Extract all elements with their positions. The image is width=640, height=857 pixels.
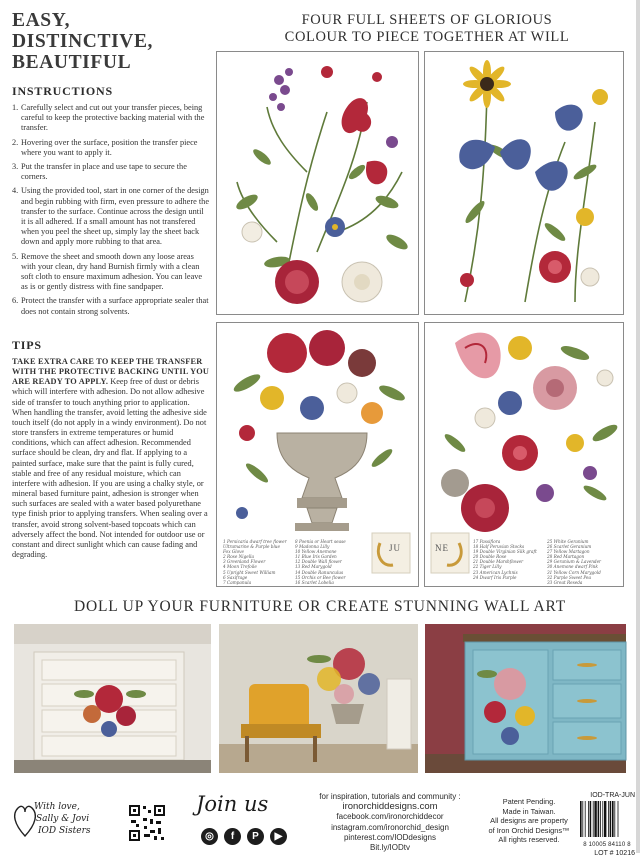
legend-entry: 29 Geranium & Lavender <box>547 559 602 565</box>
tips-section <box>12 338 210 560</box>
step-text: Remove the sheet and smooth down any loose areas with your clean, dry hand Burnish firmly with a clean soft cloth to ensure maximum adhesion. You can leave as is or gently distress with fine sandpaper. <box>21 251 203 292</box>
legend-entry: 25 White Geranium <box>547 539 589 544</box>
barcode-number: 8 10005 84110 8 <box>583 842 631 848</box>
signature-line-1: With love, <box>34 802 80 812</box>
brand-title-line-2: DISTINCTIVE, <box>12 31 154 52</box>
qr-code-graphic <box>128 804 166 842</box>
showcase-heading: DOLL UP YOUR FURNITURE OR CREATE STUNNING WALL ART <box>73 598 566 615</box>
legend-entry: 15 Orchis or Bee flower <box>295 574 346 580</box>
legend-entry: 24 Dwarf Iris Purple <box>473 574 517 580</box>
legend-entry: 13 Red Marygold <box>295 564 332 570</box>
step-text: Carefully select and cut out your transfer pieces, being careful to keep the protective backing material with the transfer. <box>21 103 205 133</box>
instruction-step <box>12 138 210 158</box>
legend-entry: 18 Half Peruvian Stocks <box>473 544 525 550</box>
sheets-heading-line-1: FOUR FULL SHEETS OF GLORIOUS <box>301 12 553 28</box>
join-us-label: Join us <box>196 792 269 816</box>
lot-number: LOT # 10216 <box>594 850 635 857</box>
barcode-bar <box>594 801 596 837</box>
signature-line-2: Sally & Jovi <box>36 814 90 824</box>
legend-entry: 5 Upright Sweet William <box>223 569 276 575</box>
tips-paragraph <box>12 357 210 560</box>
barcode-bar <box>608 801 609 837</box>
barcode-block <box>579 792 635 857</box>
step-number: 1. <box>12 103 19 112</box>
legal-line: Made in Taiwan. <box>502 806 556 816</box>
step-number: 3. <box>12 162 19 172</box>
transfer-sheet-2 <box>424 51 624 315</box>
step-number: 5. <box>12 251 19 261</box>
sheet3-legend-col-2 <box>295 539 346 585</box>
step-text: Hovering over the surface, position the transfer piece where you want to apply it. <box>21 137 198 157</box>
sheet4-legend-col-1 <box>473 539 537 580</box>
instagram-icon[interactable]: ◎ <box>201 828 218 845</box>
sheet4-badge: NE <box>435 543 449 553</box>
legend-entry: 8 Poenia or Heart sease <box>295 539 346 544</box>
sku-label: IOD-TRA-JUN <box>590 792 635 799</box>
instruction-step <box>12 103 210 134</box>
legend-entry: 1 Persicaria dwarf tree flower <box>223 539 287 544</box>
legend-entry: Ultramarine & Purple blue <box>223 544 280 550</box>
legend-entry: 4 Moon Trefoile <box>223 564 257 570</box>
barcode-bar <box>590 801 592 837</box>
pinterest-link[interactable]: pinterest.com/IODdesigns <box>343 832 437 842</box>
footer <box>0 780 640 857</box>
legend-entry: 31 Yellow Corn Marygold <box>547 569 601 575</box>
wall-art-chair-image <box>219 624 418 773</box>
signature-line-3: IOD Sisters <box>38 826 91 836</box>
legal-block <box>486 797 572 845</box>
website-link[interactable]: ironorchiddesigns.com <box>342 801 438 813</box>
step-text: Protect the transfer with a surface appropriate sealer that does not contain strong solvents. <box>21 296 209 316</box>
instructions-list <box>12 103 210 317</box>
tips-heading: TIPS <box>12 338 42 352</box>
legend-entry: 14 Double Ranunculus <box>295 569 344 575</box>
tips-body: Keep free of dust or debris which will interfere with adhesion. Do not allow adhesive side of transfer to touch anything prior to application. When handling the transfer, avoid letting the adhesive side touch itself (do not apply in a windy environment). Do not store transfers in extreme temperatures or humid conditions, which can affect adhesion. Recommended surface should be clean, dry and flat. If applying to a painted surface, make sure that the paint is fully cured, stable and free of any residual moisture, which can interfere with adhesion. If you are using a chalky style, or mineral based furniture paint, adhesion is stronger when such surfaces are sealed with a water based polyurethane type finish prior to applying transfers. When sealing over a transfer, avoid strong solvent-based topcoats which can adversely affect the bond. Not intended for outdoor use or constant and direct sunlight which can cause fading and degrading. <box>12 377 208 559</box>
instruction-step <box>12 252 210 293</box>
sheet3-legend-col-1 <box>223 539 287 585</box>
brand-title-line-1: EASY, <box>12 10 71 31</box>
step-text: Using the provided tool, start in one corner of the design and begin rubbing with firm, even pressure to adhere the transfer to the surface. Continue across the design until it is all adhered. If a small amount has not transfered when you peel the sheet up, simply lay the sheet back down and apply more rubbing to that area. <box>21 186 210 247</box>
facebook-icon[interactable]: f <box>224 828 241 845</box>
step-text: Put the transfer in place and use tape to secure the corners. <box>21 162 187 182</box>
instruction-step <box>12 162 210 182</box>
facebook-link[interactable]: facebook.com/ironorchiddecor <box>336 812 444 822</box>
floral-spray-illustration <box>217 52 420 316</box>
legend-entry: 33 Great Reseda <box>547 579 583 585</box>
barcode-graphic <box>579 801 633 837</box>
barcode-bar <box>610 801 612 837</box>
pinterest-icon[interactable]: P <box>247 828 264 845</box>
youtube-link[interactable]: Bit.ly/IODtv <box>369 843 410 853</box>
step-number: 6. <box>12 296 19 306</box>
step-number: 4. <box>12 186 19 196</box>
barcode-bar <box>582 801 583 837</box>
legend-entry: 6 Saxifrage <box>223 574 248 580</box>
photo-wall-art-chair <box>219 624 418 773</box>
transfer-sheet-3 <box>216 322 419 587</box>
sheets-heading <box>222 12 632 45</box>
legend-entry: 11 Blue Iris Garden <box>295 554 337 560</box>
barcode-bar <box>600 801 601 837</box>
youtube-icon[interactable]: ▶ <box>270 828 287 845</box>
legend-entry: 2 Rose Nigella <box>223 554 254 560</box>
legend-entry: Fox Glove <box>223 549 244 555</box>
brand-title <box>12 10 202 73</box>
contact-block <box>300 792 480 853</box>
legend-entry: 17 Passiflora <box>473 539 501 544</box>
legend-entry: 27 Yellow Martagon <box>547 549 590 555</box>
photo-white-dresser <box>14 624 211 773</box>
white-dresser-image <box>14 624 211 773</box>
legend-entry: 12 Double Wall flower <box>295 559 342 565</box>
brand-title-line-3: BEAUTIFUL <box>12 52 132 73</box>
step-number: 2. <box>12 137 19 147</box>
transfer-sheet-4 <box>424 322 624 587</box>
barcode-bar <box>618 801 619 837</box>
legal-line: All rights reserved. <box>498 835 560 844</box>
blue-dresser-image <box>425 624 626 773</box>
legend-entry: 28 Red Martagon <box>547 554 585 560</box>
legend-entry: 20 Double Rose <box>473 554 507 560</box>
transfer-sheet-1 <box>216 51 419 315</box>
barcode-bar <box>598 801 600 837</box>
legal-line: of Iron Orchid Designs™ <box>488 825 570 835</box>
barcode-bar <box>612 801 614 837</box>
instagram-link[interactable]: instagram.com/ironorchid_design <box>331 822 449 832</box>
legend-entry: 26 Scarlet Geranium <box>547 544 592 550</box>
legend-entry: 16 Scarlet Lobelia <box>295 579 334 585</box>
instruction-step <box>12 296 210 316</box>
sunflower-iris-illustration <box>425 52 625 316</box>
barcode-bar <box>614 801 615 837</box>
social-icons <box>201 828 287 845</box>
barcode-bar <box>588 801 589 837</box>
legend-entry: 9 Madonna Lilly <box>295 544 330 550</box>
legend-entry: 32 Purple Sweet Pea <box>547 574 592 580</box>
barcode-bar <box>602 801 603 837</box>
legal-line: All designs are property <box>490 816 568 825</box>
legend-entry: 3 Greenland Flower <box>223 559 266 565</box>
barcode-bar <box>580 801 582 837</box>
legend-entry: 10 Yellow Anemone <box>295 549 337 555</box>
instructions-section <box>12 84 210 321</box>
legend-entry: 21 Double Marshflower <box>473 559 524 565</box>
tips-bold-lead: TAKE EXTRA CARE TO KEEP THE TRANSFER WITH THE PROTECTIVE BACKING UNTIL YOU ARE READY TO APPLY. <box>12 357 210 387</box>
instruction-step <box>12 186 210 247</box>
sheet4-legend-col-2 <box>547 539 601 585</box>
sheet3-badge: JU <box>389 543 402 553</box>
qr-code[interactable] <box>128 804 166 842</box>
legal-line: Patent Pending. <box>502 797 556 806</box>
instructions-heading: INSTRUCTIONS <box>12 84 113 98</box>
legend-entry: 22 Tiger Lilly <box>473 564 502 570</box>
barcode-bar <box>593 801 594 837</box>
legend-entry: 19 Double Virginian Silk graft <box>473 549 537 555</box>
page-edge <box>636 0 640 853</box>
contact-intro: for inspiration, tutorials and community : <box>319 792 461 801</box>
photo-blue-dresser <box>425 624 626 773</box>
legend-entry: 23 American Lychnis <box>473 569 518 575</box>
signature-logo <box>12 800 122 850</box>
legend-entry: 30 Anemone dwarf Pink <box>547 564 598 570</box>
legend-entry: 7 Campanula <box>223 579 252 585</box>
barcode-bar <box>604 801 606 837</box>
sheets-heading-line-2: COLOUR TO PIECE TOGETHER AT WILL <box>284 28 570 45</box>
barcode-bar <box>585 801 586 837</box>
